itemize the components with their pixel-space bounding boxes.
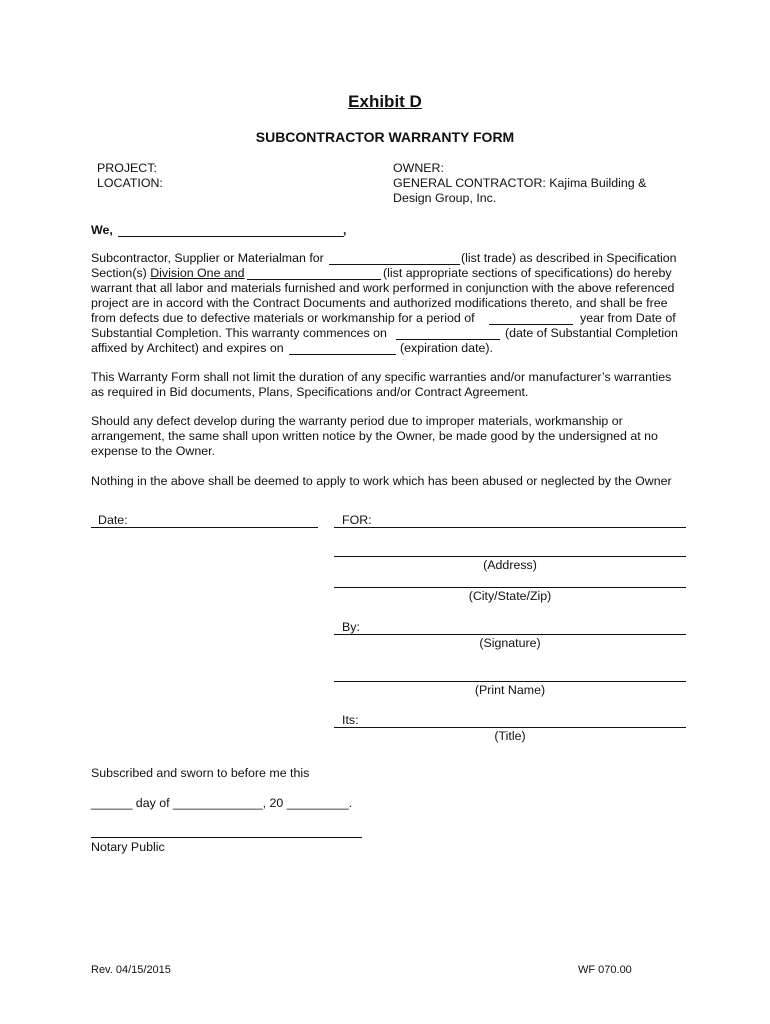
para1-line4: project are in accord with the Contract Documents and authorized modifications thereto, and shall be free <box>91 296 668 310</box>
for-label: FOR: <box>342 513 372 527</box>
notary-date-line <box>91 796 352 810</box>
project-label: PROJECT: <box>97 161 157 175</box>
its-label: Its: <box>342 713 359 727</box>
para1-line3: warrant that all labor and materials furnished and work performed in conjunction with the above referenced <box>91 281 675 295</box>
revision-date: Rev. 04/15/2015 <box>91 964 171 976</box>
form-title: SUBCONTRACTOR WARRANTY FORM <box>255 129 515 145</box>
signature-line[interactable] <box>334 634 686 635</box>
para1-line6-end: (date of Substantial Completion <box>505 326 678 340</box>
division-one-text: Division One and <box>150 266 245 280</box>
general-contractor-name: Design Group, Inc. <box>393 191 497 205</box>
signature-caption: (Signature) <box>479 636 541 650</box>
we-comma: , <box>343 223 347 237</box>
subscribed-text: Subscribed and sworn to before me this <box>91 766 310 780</box>
para1-line2-end: (list appropriate sections of specifications) do hereby <box>383 266 672 280</box>
expiration-date-blank[interactable] <box>289 354 396 355</box>
date-line[interactable] <box>91 527 318 528</box>
sections-blank[interactable] <box>247 279 381 280</box>
for-line[interactable] <box>334 527 686 528</box>
date-label: Date: <box>98 513 128 527</box>
commence-date-blank[interactable] <box>396 339 500 340</box>
para1-line1-start: Subcontractor, Supplier or Materialman for <box>91 251 324 265</box>
period: . <box>348 796 353 810</box>
print-name-line[interactable] <box>334 681 686 682</box>
section-label: Section(s) <box>91 266 151 280</box>
notary-public-label: Notary Public <box>91 840 165 854</box>
address-line[interactable] <box>334 556 686 557</box>
para1-line6-start: Substantial Completion. This warranty commences on <box>91 326 387 340</box>
day-blank[interactable]: ______ <box>91 796 133 810</box>
title-line[interactable] <box>334 727 686 728</box>
para1-line2 <box>91 266 245 280</box>
para1-line1-end: (list trade) as described in Specification <box>461 251 677 265</box>
print-name-caption: (Print Name) <box>474 683 546 697</box>
period-blank[interactable] <box>489 324 573 325</box>
location-label: LOCATION: <box>97 176 163 190</box>
title-caption: (Title) <box>494 729 526 743</box>
para2-line1: This Warranty Form shall not limit the duration of any specific warranties and/or manufacturer’s warranties <box>91 370 672 384</box>
para3-line1: Should any defect develop during the warranty period due to improper materials, workmanship or <box>91 414 623 428</box>
owner-label: OWNER: <box>393 161 444 175</box>
we-blank-line[interactable] <box>118 236 344 237</box>
para2-line2: as required in Bid documents, Plans, Specifications and/or Contract Agreement. <box>91 385 529 399</box>
para3-line2: arrangement, the same shall upon written notice by the Owner, be made good by the undersigned at no <box>91 429 658 443</box>
general-contractor-line: GENERAL CONTRACTOR: Kajima Building & <box>393 176 647 190</box>
trade-blank[interactable] <box>329 264 460 265</box>
para1-line7-start: affixed by Architect) and expires on <box>91 341 284 355</box>
city-caption: (City/State/Zip) <box>468 589 552 603</box>
year-prefix: , 20 <box>262 796 287 810</box>
year-blank[interactable]: _________ <box>286 796 349 810</box>
month-blank[interactable]: _____________ <box>173 796 263 810</box>
para3-line3: expense to the Owner. <box>91 444 215 458</box>
we-label: We, <box>91 223 113 237</box>
city-line[interactable] <box>334 587 686 588</box>
form-code: WF 070.00 <box>578 964 632 976</box>
day-of-text: day of <box>132 796 173 810</box>
para4-line1: Nothing in the above shall be deemed to apply to work which has been abused or neglected by the Owner <box>91 474 672 488</box>
by-label: By: <box>342 620 360 634</box>
exhibit-title: Exhibit D <box>348 92 422 111</box>
para1-line7-end: (expiration date). <box>400 341 493 355</box>
para1-line5-start: from defects due to defective materials or workmanship for a period of <box>91 311 475 325</box>
para1-line5-end: year from Date of <box>580 311 676 325</box>
address-caption: (Address) <box>483 558 537 572</box>
notary-signature-line[interactable] <box>91 837 362 838</box>
